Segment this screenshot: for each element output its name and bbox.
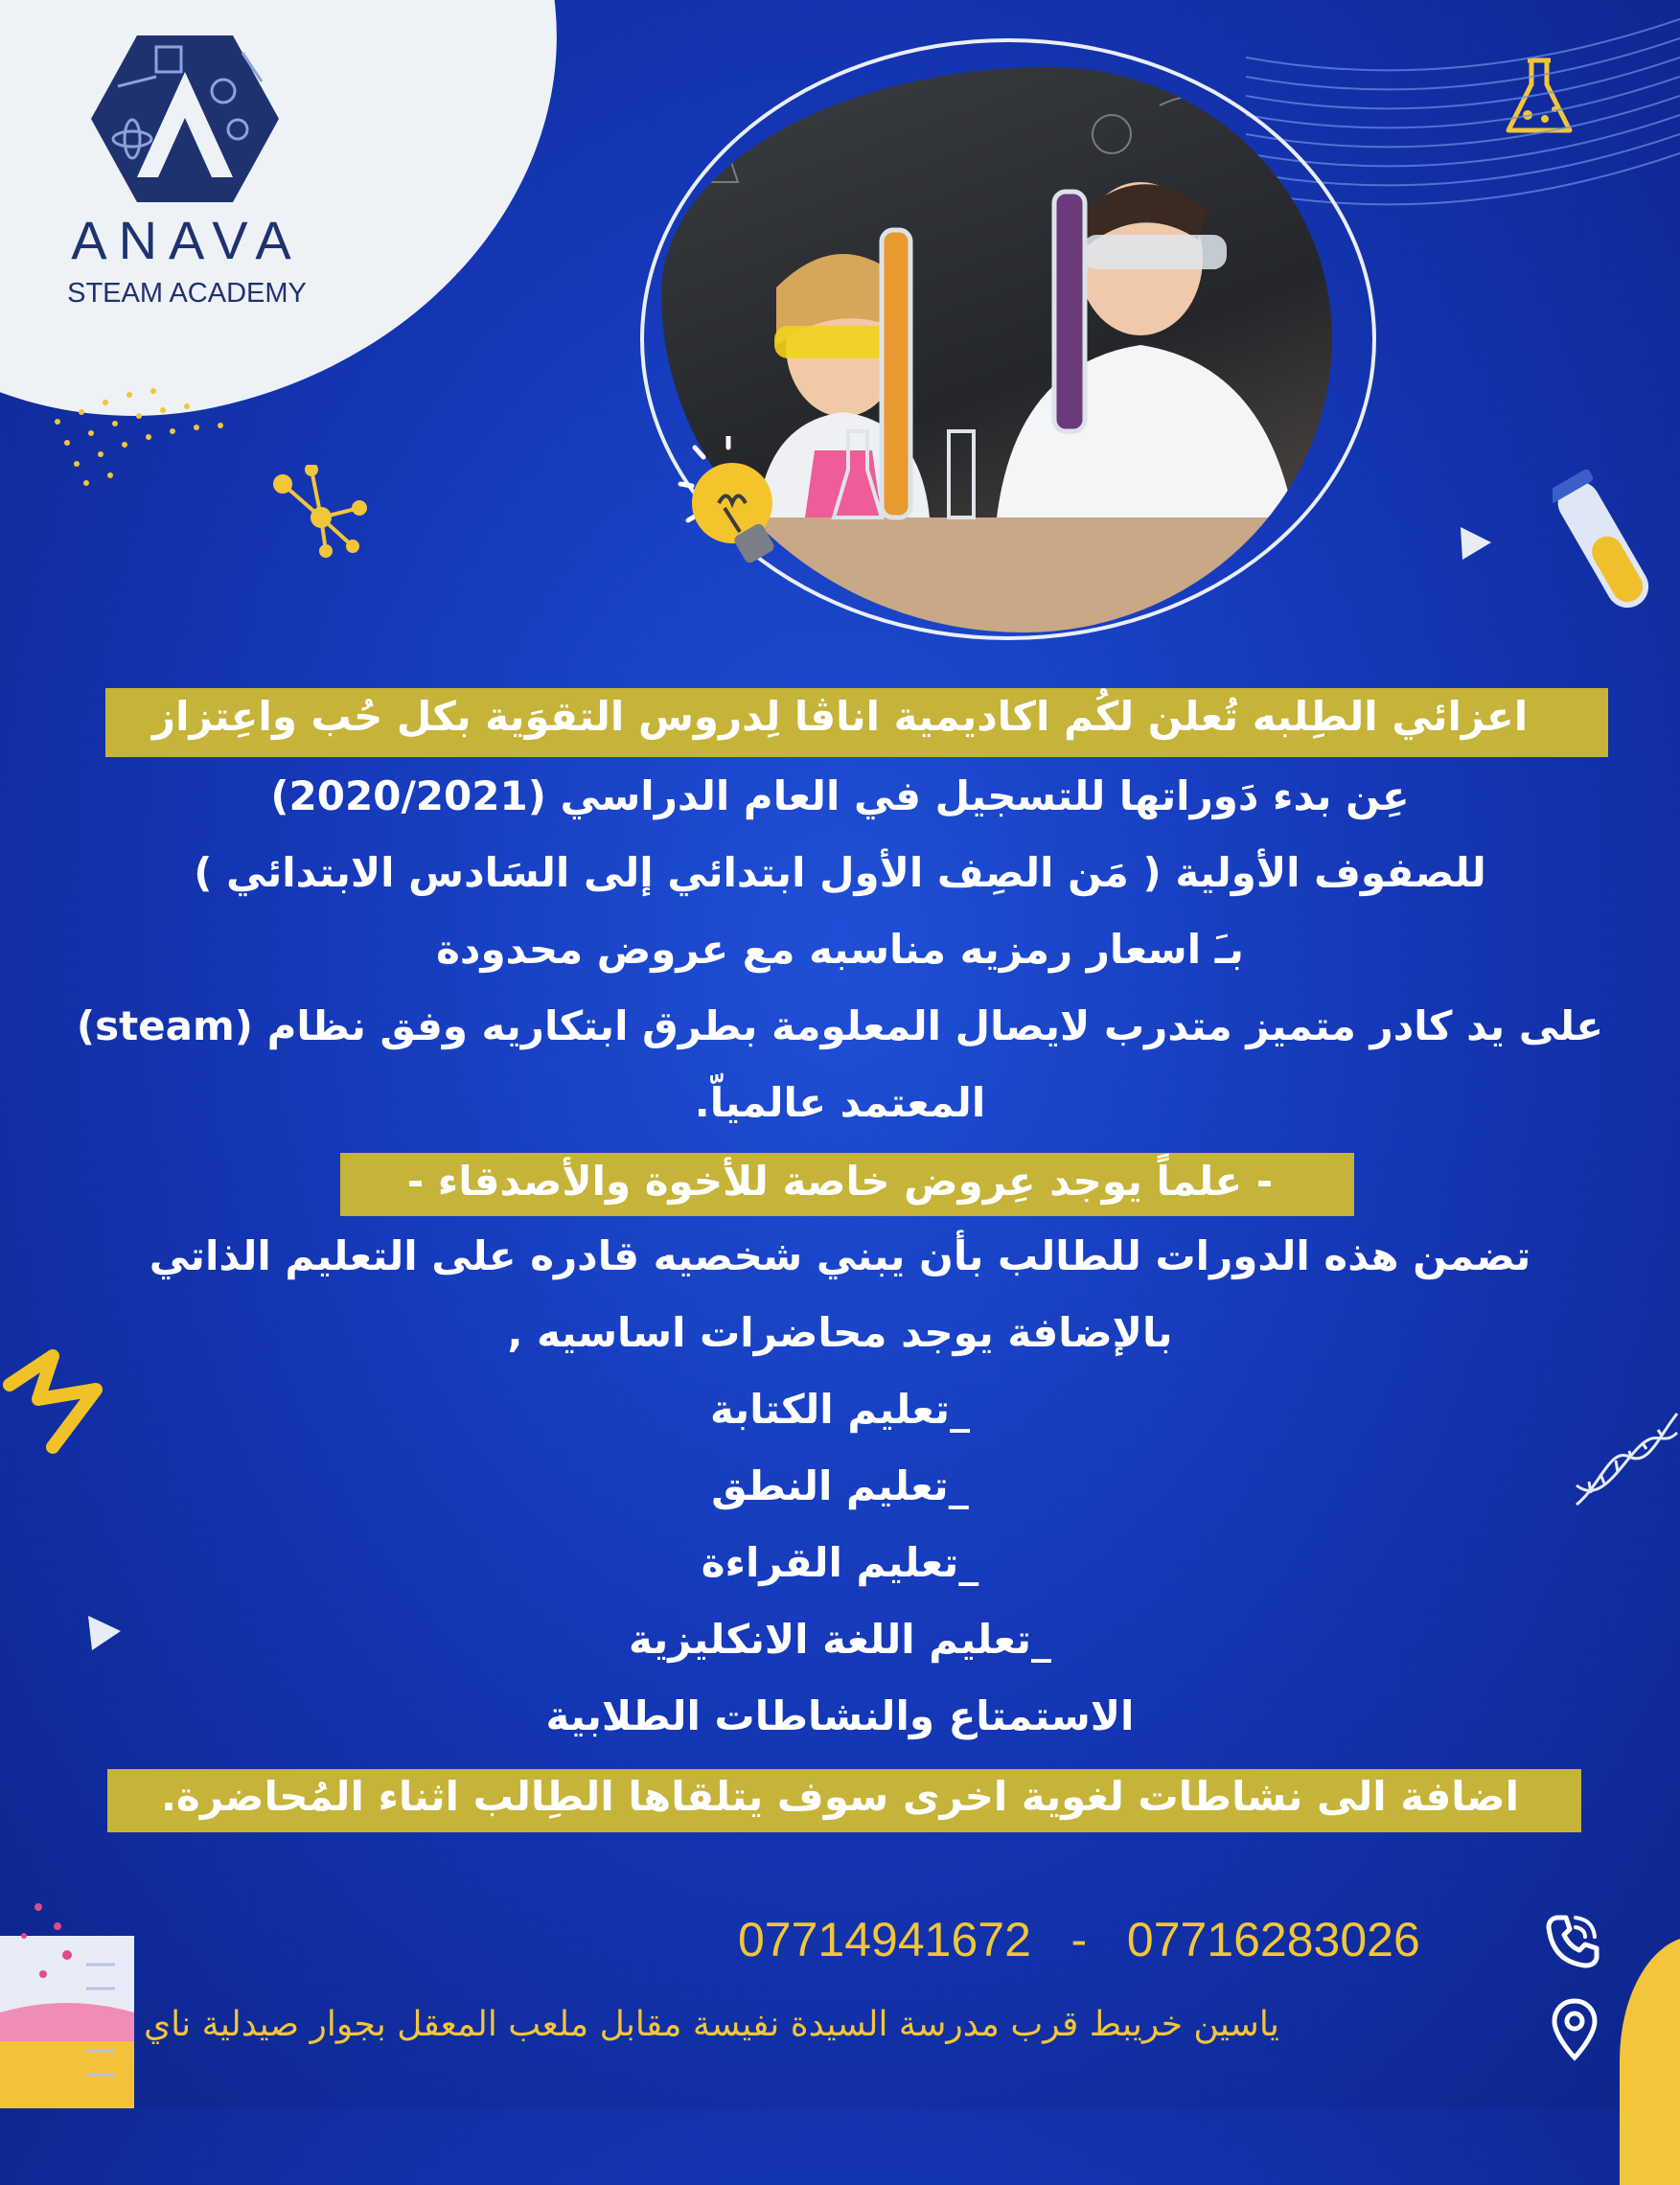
- logo-subtitle: STEAM ACADEMY: [67, 278, 307, 309]
- lectures-line: بالإضافة يوجد محاضرات اساسيه ,: [507, 1309, 1173, 1356]
- academy-logo-icon: [89, 34, 281, 204]
- dots-decoration-icon: [38, 383, 230, 489]
- molecule-icon: [268, 465, 374, 561]
- address-text: ياسين خريبط قرب مدرسة السيدة نفيسة مقابل ملعب المعقل بجوار صيدلية ناي: [144, 2005, 1279, 2044]
- light-bulb-icon: [671, 436, 805, 575]
- reading-item: _تعليم القراءة: [701, 1539, 979, 1586]
- staff-line: على يد كادر متميز متدرب لايصال المعلومة بطرق ابتكاريه وفق نظام (steam): [76, 1002, 1604, 1049]
- corner-decoration: [1620, 1936, 1680, 2185]
- logo-title: ANAVA: [71, 210, 303, 270]
- activities-item: الاستمتاع والنشاطات الطلابية: [545, 1692, 1135, 1739]
- closing-line: اضافة الى نشاطات لغوية اخرى سوف يتلقاها الطِالب اثناء المُحاضرة.: [161, 1773, 1519, 1820]
- self-learning-line: تضمن هذه الدورات للطالب بأن يبني شخصيه قادره على التعليم الذاتي: [149, 1232, 1531, 1279]
- prices-line: بـَ اسعار رمزيه مناسبه مع عروض محدودة: [436, 926, 1244, 973]
- english-item: _تعليم اللغة الانكليزية: [629, 1616, 1051, 1663]
- phone-numbers[interactable]: 07714941672 - 07716283026: [738, 1913, 1420, 1966]
- pronunciation-item: _تعليم النطق: [711, 1462, 969, 1509]
- triangle-decoration-icon: [1459, 525, 1493, 562]
- test-tube-icon: [1553, 470, 1658, 623]
- grades-line: للصفوف الأولية ( مَن الصِف الأول ابتدائي إلى السَادس الابتدائي ): [194, 849, 1486, 896]
- approved-line: المعتمد عالمياّ.: [694, 1079, 986, 1126]
- beaker-icon: [0, 1898, 144, 2108]
- registration-line: عِن بدء دَوراتها للتسجيل في العام الدراسي (2020/2021): [270, 772, 1410, 819]
- location-pin-icon: [1551, 1998, 1599, 2061]
- intro-line: اعزائي الطِلبه تُعلن لكُم اكاديمية اناڤا لِدروس التقوَية بكل حُب واعِتزاز: [151, 693, 1529, 740]
- phone-icon: [1543, 1912, 1600, 1969]
- writing-item: _تعليم الكتابة: [709, 1386, 971, 1433]
- offers-line: - علماً يوجد عِروض خاصة للأخوة والأصدقاء -: [406, 1158, 1274, 1205]
